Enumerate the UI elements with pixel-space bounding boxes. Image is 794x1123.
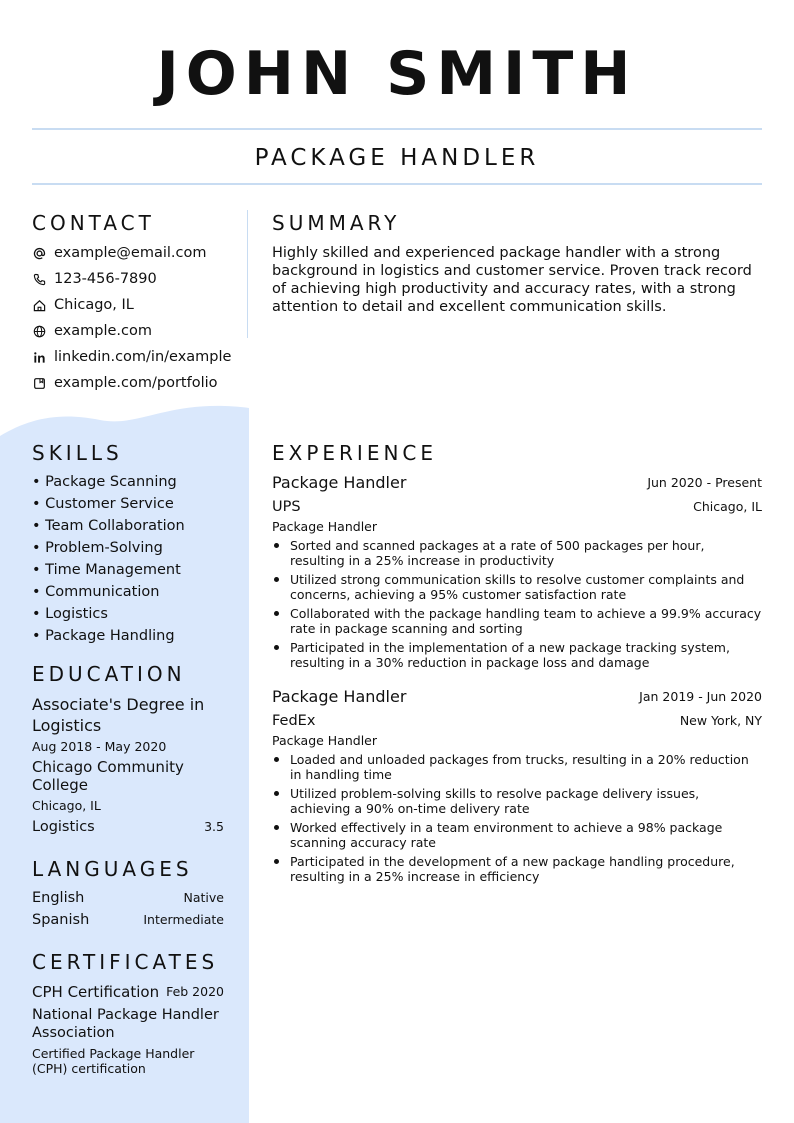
header-top-rule — [32, 128, 762, 130]
language-level: Native — [183, 890, 224, 905]
language-level: Intermediate — [143, 912, 224, 927]
job-company: FedEx — [272, 713, 316, 729]
education-degree: Associate's Degree in Logistics — [32, 695, 205, 735]
job-company: UPS — [272, 499, 301, 515]
job-bullet: Utilized problem-solving skills to resolve package delivery issues, achieving a 90% on-time delivery rate — [272, 786, 762, 816]
job-role: PACKAGE HANDLER — [254, 145, 540, 171]
contact-email[interactable] — [32, 243, 206, 263]
job-bullet: Worked effectively in a team environment to achieve a 98% package scanning accuracy rate — [272, 820, 762, 850]
job-bullet: Loaded and unloaded packages from trucks, resulting in a 20% reduction in handling time — [272, 752, 762, 782]
languages-heading: LANGUAGES — [32, 857, 193, 881]
at-icon — [32, 246, 46, 260]
certificates-heading: CERTIFICATES — [32, 950, 219, 974]
certificate-description: Certified Package Handler (CPH) certification — [32, 1046, 195, 1076]
bullet-dot-icon — [274, 859, 279, 864]
bullet-dot-icon — [274, 757, 279, 762]
contact-email-text: example@email.com — [54, 245, 207, 261]
bullet-dot-icon — [274, 825, 279, 830]
contact-website-text: example.com — [54, 323, 152, 339]
header-bottom-rule — [32, 183, 762, 185]
bullet-dot-icon — [274, 791, 279, 796]
job-location: New York, NY — [679, 713, 762, 728]
education-dates: Aug 2018 - May 2020 — [32, 739, 167, 754]
certificate-date: Feb 2020 — [166, 984, 224, 999]
skill-item: • Team Collaboration — [32, 518, 185, 534]
job-dates: Jun 2020 - Present — [647, 475, 762, 490]
education-gpa: 3.5 — [204, 819, 224, 834]
job-title: Package Handler — [272, 473, 407, 492]
contact-portfolio[interactable] — [32, 373, 218, 393]
language-name: English — [32, 890, 85, 906]
certificate-issuer: National Package Handler Association — [32, 1007, 219, 1041]
job-bullet: Collaborated with the package handling team to achieve a 99.9% accuracy rate in package scanning and sorting — [272, 606, 762, 636]
job-bullet: Participated in the development of a new package handling procedure, resulting in a 25% increase in efficiency — [272, 854, 762, 884]
certificate-name: CPH Certification — [32, 983, 160, 1001]
job-title: Package Handler — [272, 687, 407, 706]
skill-item: • Logistics — [32, 606, 108, 622]
job-dates: Jan 2019 - Jun 2020 — [639, 689, 762, 704]
column-divider — [247, 210, 248, 338]
contact-linkedin[interactable] — [32, 347, 231, 367]
skill-item: • Communication — [32, 584, 160, 600]
contact-linkedin-text: linkedin.com/in/example — [54, 349, 232, 365]
summary-heading: SUMMARY — [272, 211, 401, 235]
skill-item: • Time Management — [32, 562, 181, 578]
contact-portfolio-text: example.com/portfolio — [54, 375, 218, 391]
job-bullet: Utilized strong communication skills to resolve customer complaints and concerns, achieving a 95% customer satisfaction rate — [272, 572, 762, 602]
skill-item: • Package Scanning — [32, 474, 177, 490]
globe-icon — [32, 324, 46, 338]
bullet-dot-icon — [274, 645, 279, 650]
bullet-dot-icon — [274, 611, 279, 616]
job-bullet: Sorted and scanned packages at a rate of 500 packages per hour, resulting in a 25% increase in productivity — [272, 538, 762, 568]
education-heading: EDUCATION — [32, 662, 186, 686]
contact-website[interactable] — [32, 321, 152, 341]
education-school: Chicago Community College — [32, 758, 184, 794]
experience-heading: EXPERIENCE — [272, 441, 438, 465]
skills-heading: SKILLS — [32, 441, 123, 465]
job-location: Chicago, IL — [693, 499, 762, 514]
education-field: Logistics — [32, 819, 95, 835]
job-subtitle: Package Handler — [272, 519, 378, 534]
contact-location-text: Chicago, IL — [54, 297, 134, 313]
summary-text: Highly skilled and experienced package handler with a strong background in logistics and customer service. Proven track record of achieving high productivity and accuracy rates, with a strong attention to detail and excellent communication skills. — [272, 245, 752, 315]
contact-heading: CONTACT — [32, 211, 155, 235]
skill-item: • Problem-Solving — [32, 540, 163, 556]
linkedin-icon — [32, 350, 46, 364]
bullet-dot-icon — [274, 543, 279, 548]
language-name: Spanish — [32, 912, 90, 928]
job-bullet: Participated in the implementation of a new package tracking system, resulting in a 30% reduction in package loss and damage — [272, 640, 762, 670]
phone-icon — [32, 272, 46, 286]
skill-item: • Customer Service — [32, 496, 174, 512]
bullet-dot-icon — [274, 577, 279, 582]
portfolio-icon — [32, 376, 46, 390]
candidate-name: JOHN SMITH — [156, 39, 638, 109]
contact-phone-text: 123-456-7890 — [54, 271, 157, 287]
contact-location — [32, 295, 134, 315]
job-subtitle: Package Handler — [272, 733, 378, 748]
contact-phone[interactable] — [32, 269, 157, 289]
skill-item: • Package Handling — [32, 628, 175, 644]
education-location: Chicago, IL — [32, 798, 101, 813]
home-icon — [32, 298, 46, 312]
